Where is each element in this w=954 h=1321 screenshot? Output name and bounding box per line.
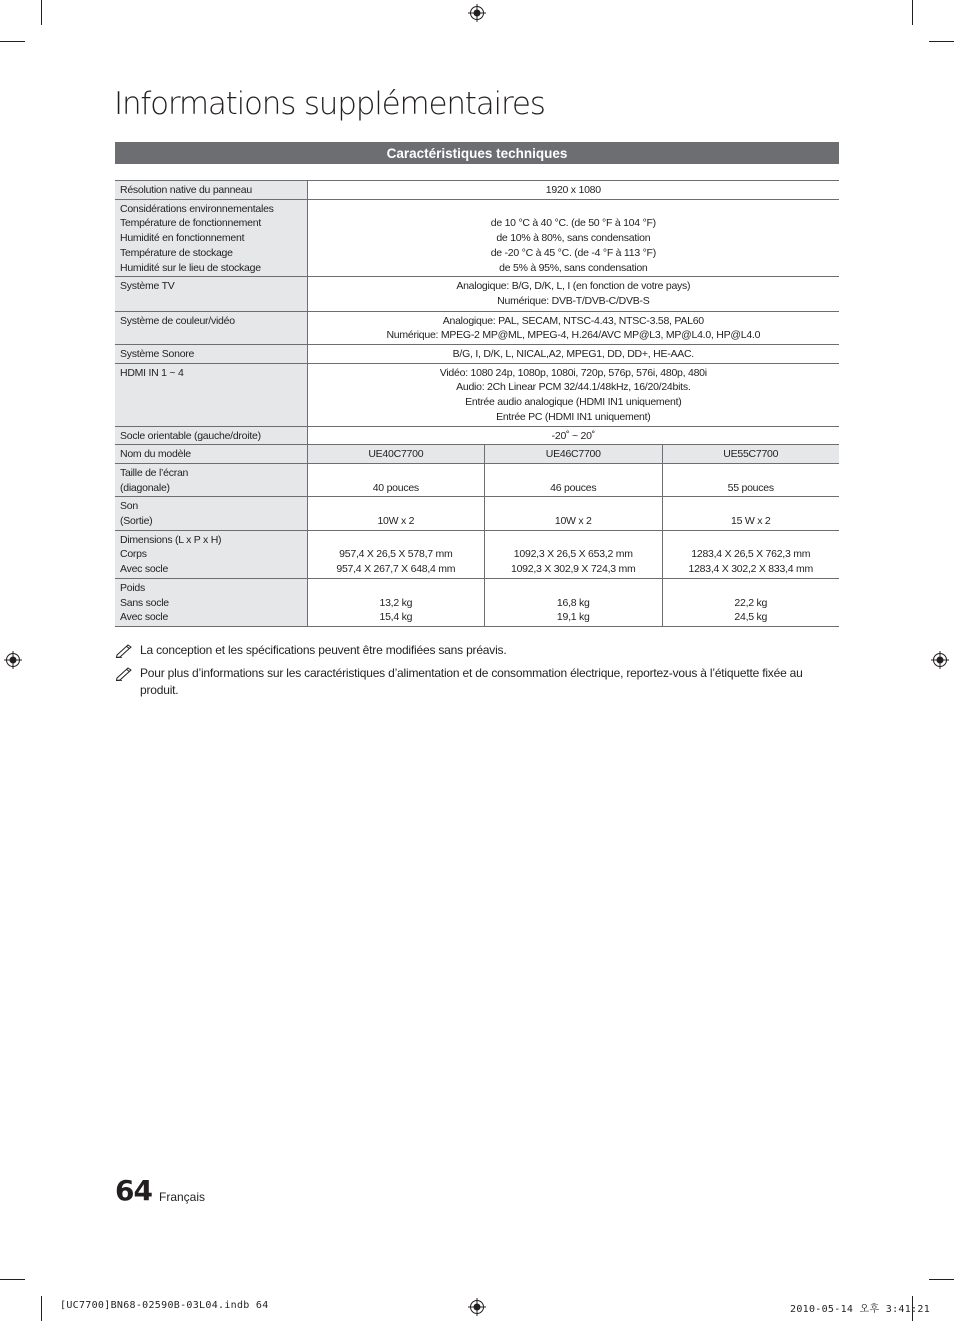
- pencil-note-icon: [115, 665, 135, 681]
- row-label: HDMI IN 1 ~ 4: [115, 363, 307, 426]
- notes-list: [115, 642, 839, 705]
- registration-mark-icon: [468, 1298, 486, 1316]
- table-row: [115, 497, 839, 530]
- model-name: UE46C7700: [485, 445, 662, 464]
- table-row: [115, 363, 839, 426]
- table-row: [115, 426, 839, 445]
- row-label: Socle orientable (gauche/droite): [115, 426, 307, 445]
- table-row: [115, 199, 839, 277]
- row-label: Système TV: [115, 277, 307, 311]
- row-label: Système de couleur/vidéo: [115, 311, 307, 344]
- row-value: de 10 °C à 40 °C. (de 50 °F à 104 °F) de 10% à 80%, sans condensation de -20 °C à 45 °C. (de -4 °F à 113 °F) de 5% à 95%, sans condensation: [307, 199, 839, 277]
- print-slug-date: 2010-05-14 오후 3:41:21: [790, 1304, 931, 1315]
- specs-table: [115, 180, 839, 627]
- crop-mark-top-right-v: [912, 0, 913, 25]
- table-row-model-header: [115, 445, 839, 464]
- row-value: 10W x 2: [485, 497, 662, 530]
- crop-mark-bottom-left-v: [41, 1296, 42, 1321]
- registration-mark-icon: [931, 651, 949, 669]
- row-value: 10W x 2: [307, 497, 484, 530]
- table-row: [115, 277, 839, 311]
- table-row: [115, 311, 839, 344]
- row-value: 46 pouces: [485, 463, 662, 496]
- row-value: 15 W x 2: [662, 497, 839, 530]
- row-label: Son (Sortie): [115, 497, 307, 530]
- table-row: [115, 181, 839, 200]
- section-header: Caractéristiques techniques: [115, 142, 839, 164]
- model-name: UE40C7700: [307, 445, 484, 464]
- crop-mark-bottom-left-h: [0, 1279, 25, 1280]
- footer-language: Français: [159, 1190, 206, 1204]
- note-text: La conception et les spécifications peuvent être modifiées sans préavis.: [140, 643, 507, 657]
- row-label: Taille de l’écran (diagonale): [115, 463, 307, 496]
- note-item: [115, 665, 839, 699]
- registration-mark-icon: [468, 4, 486, 22]
- row-value: Analogique: PAL, SECAM, NTSC-4.43, NTSC-3.58, PAL60 Numérique: MPEG-2 MP@ML, MPEG-4, H.264/AVC MP@L3, MP@L4.0, HP@L4.0: [307, 311, 839, 344]
- row-value: 1092,3 X 26,5 X 653,2 mm 1092,3 X 302,9 X 724,3 mm: [485, 530, 662, 578]
- table-row: [115, 463, 839, 496]
- crop-mark-top-right-h: [929, 41, 954, 42]
- row-value: 55 pouces: [662, 463, 839, 496]
- row-value: 1283,4 X 26,5 X 762,3 mm 1283,4 X 302,2 X 833,4 mm: [662, 530, 839, 578]
- registration-mark-icon: [4, 651, 22, 669]
- row-label: Résolution native du panneau: [115, 181, 307, 200]
- row-value: Vidéo: 1080 24p, 1080p, 1080i, 720p, 576p, 576i, 480p, 480i Audio: 2Ch Linear PCM 32/44.1/48kHz, 16/20/24bits. Entrée audio analogique (HDMI IN1 uniquement) Entrée PC (HDMI IN1 uniquement): [307, 363, 839, 426]
- print-slug-file: [UC7700]BN68-02590B-03L04.indb 64: [60, 1300, 269, 1311]
- model-name: UE55C7700: [662, 445, 839, 464]
- crop-mark-bottom-right-h: [929, 1279, 954, 1280]
- row-value: Analogique: B/G, D/K, L, I (en fonction de votre pays) Numérique: DVB-T/DVB-C/DVB-S: [307, 277, 839, 311]
- note-text: Pour plus d’informations sur les caractéristiques d’alimentation et de consommation électrique, reportez-vous à l’étiquette fixée au produit.: [140, 666, 803, 697]
- row-value: 40 pouces: [307, 463, 484, 496]
- table-row: [115, 578, 839, 626]
- note-item: [115, 642, 839, 659]
- table-row: [115, 530, 839, 578]
- row-value: 957,4 X 26,5 X 578,7 mm 957,4 X 267,7 X 648,4 mm: [307, 530, 484, 578]
- row-value: 1920 x 1080: [307, 181, 839, 200]
- pencil-note-icon: [115, 642, 135, 658]
- row-label: Dimensions (L x P x H) Corps Avec socle: [115, 530, 307, 578]
- table-row: [115, 345, 839, 364]
- page-title: Informations supplémentaires: [114, 86, 545, 122]
- row-value: 13,2 kg 15,4 kg: [307, 578, 484, 626]
- row-value: 16,8 kg 19,1 kg: [485, 578, 662, 626]
- page-number: 64: [115, 1174, 152, 1207]
- row-label: Nom du modèle: [115, 445, 307, 464]
- row-value: B/G, I, D/K, L, NICAL,A2, MPEG1, DD, DD+, HE-AAC.: [307, 345, 839, 364]
- crop-mark-top-left-v: [41, 0, 42, 25]
- row-label: Système Sonore: [115, 345, 307, 364]
- row-label: Considérations environnementales Température de fonctionnement Humidité en fonctionnement Température de stockage Humidité sur le lieu de stockage: [115, 199, 307, 277]
- row-value: -20˚ ~ 20˚: [307, 426, 839, 445]
- crop-mark-top-left-h: [0, 41, 25, 42]
- row-value: 22,2 kg 24,5 kg: [662, 578, 839, 626]
- row-label: Poids Sans socle Avec socle: [115, 578, 307, 626]
